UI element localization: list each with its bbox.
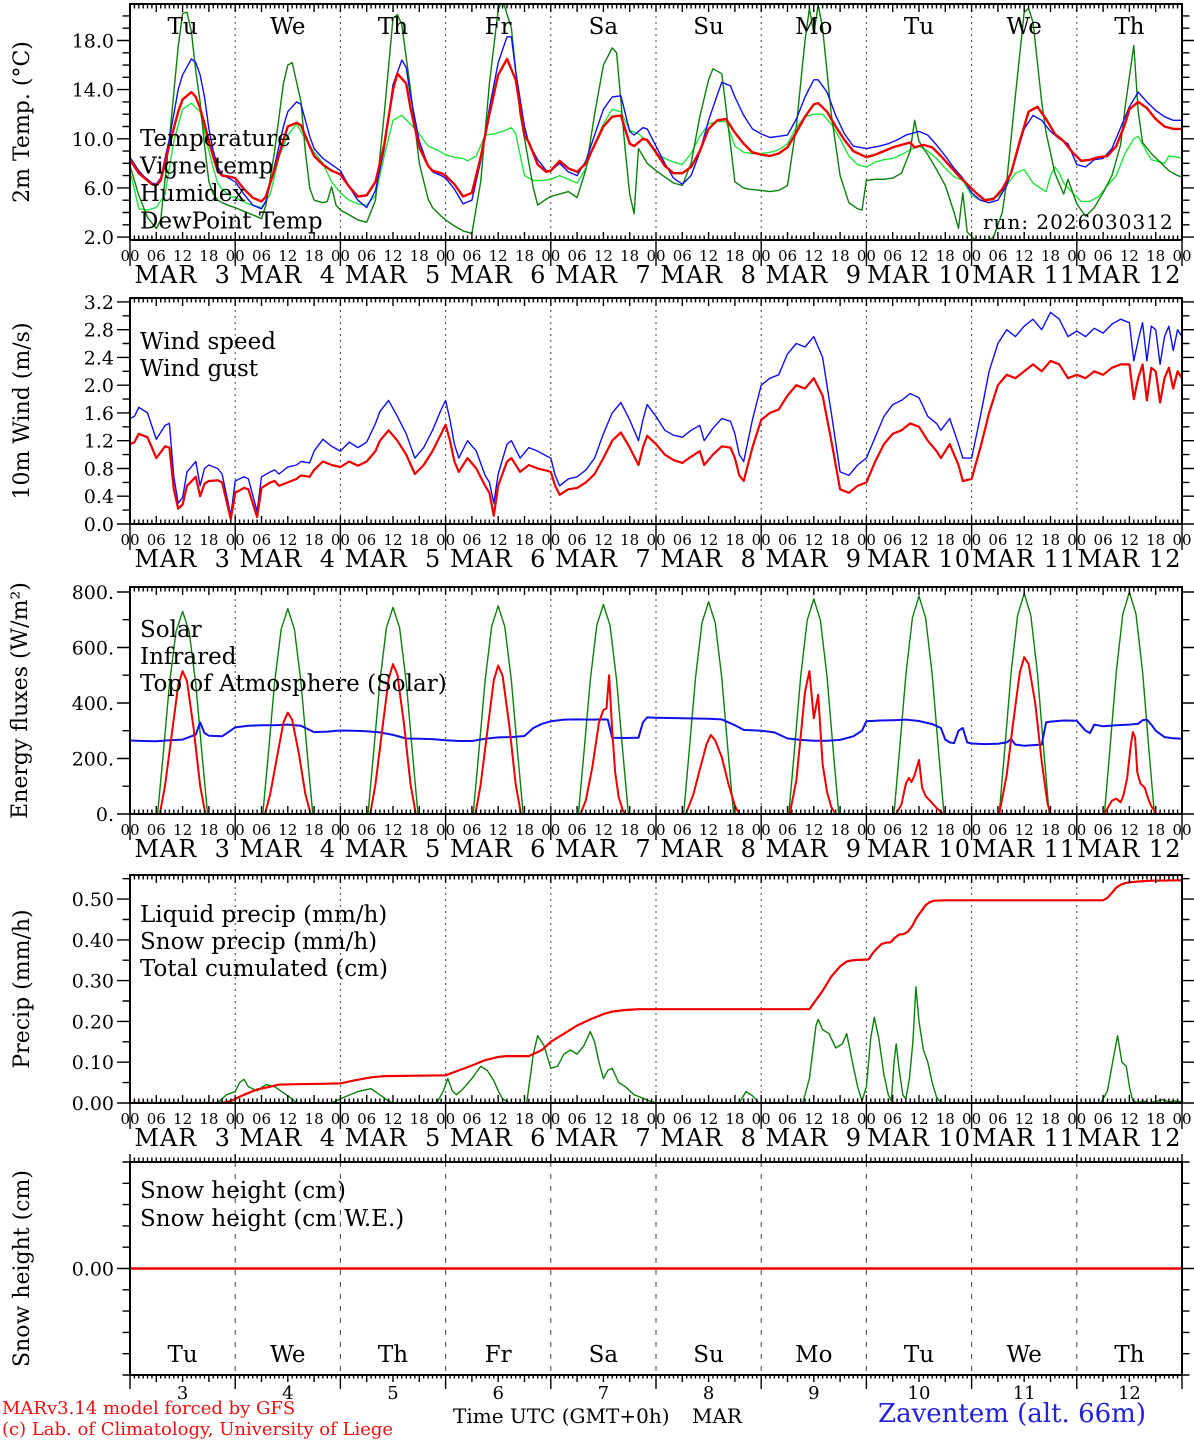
hour-label: 12 xyxy=(173,1110,193,1128)
hour-label: 06 xyxy=(567,531,587,549)
hour-label: 00 xyxy=(330,247,350,265)
run-label: run: 2026030312 xyxy=(983,210,1174,234)
hour-label: 18 xyxy=(725,1110,745,1128)
hour-label: 06 xyxy=(251,1110,272,1128)
date-label: MAR 5 xyxy=(344,545,442,573)
date-label: MAR 6 xyxy=(449,835,547,863)
weekday-label: Sa xyxy=(588,1342,619,1368)
hour-label: 18 xyxy=(935,247,955,265)
date-label: MAR 10 xyxy=(866,1124,972,1152)
hour-label: 18 xyxy=(1146,531,1166,549)
legend-precip-2: Total cumulated (cm) xyxy=(140,956,388,982)
hour-label: 12 xyxy=(593,247,613,265)
hour-label: 00 xyxy=(225,247,245,265)
hour-label: 00 xyxy=(436,1110,456,1128)
hour-label: 00 xyxy=(225,821,245,839)
date-label: MAR 7 xyxy=(555,545,652,573)
hour-label: 00 xyxy=(436,247,456,265)
hour-label: 18 xyxy=(620,1110,640,1128)
hour-label: 12 xyxy=(804,1110,824,1128)
date-label: MAR 5 xyxy=(344,1124,442,1152)
hour-label: 06 xyxy=(777,821,798,839)
hour-label: 00 xyxy=(1172,531,1192,549)
station-label: Zaventem (alt. 66m) xyxy=(878,1399,1146,1429)
y-axis-title: 10m Wind (m/s) xyxy=(10,322,35,500)
hour-label: 18 xyxy=(830,1110,850,1128)
hour-label: 06 xyxy=(146,1110,166,1128)
hour-label: 06 xyxy=(462,247,482,265)
hour-label: 18 xyxy=(935,821,955,839)
panel-snow-height xyxy=(10,1154,1194,1404)
hour-label: 00 xyxy=(330,821,350,839)
hour-label: 00 xyxy=(1067,1110,1087,1128)
hour-label: 06 xyxy=(1093,247,1113,265)
hour-label: 18 xyxy=(304,1110,324,1128)
hour-label: 12 xyxy=(909,531,929,549)
hour-label: 12 xyxy=(699,247,719,265)
y-axis-title: Energy fluxes (W/m²) xyxy=(8,582,33,819)
date-label: MAR 12 xyxy=(1077,835,1182,863)
y-tick-label: 600. xyxy=(71,637,114,660)
weekday-label: Tu xyxy=(903,14,935,40)
hour-label: 18 xyxy=(620,531,640,549)
hour-label: 12 xyxy=(173,247,193,265)
date-label: MAR 9 xyxy=(765,261,863,289)
date-label: MAR 7 xyxy=(555,835,652,863)
hour-label: 00 xyxy=(225,531,245,549)
date-label: MAR 11 xyxy=(972,545,1077,573)
y-tick-label: 3.2 xyxy=(83,291,114,314)
legend-10m-wind-1: Wind gust xyxy=(140,356,259,382)
hour-label: 00 xyxy=(1172,247,1192,265)
hour-label: 12 xyxy=(909,821,929,839)
hour-label: 06 xyxy=(988,531,1008,549)
day-number-label: 9 xyxy=(808,1383,820,1404)
hour-label: 00 xyxy=(751,1110,771,1128)
hour-label: 00 xyxy=(330,1110,350,1128)
hour-label: 12 xyxy=(1014,531,1034,549)
hour-label: 06 xyxy=(146,821,166,839)
hour-label: 06 xyxy=(1093,1110,1113,1128)
hour-label: 18 xyxy=(304,531,324,549)
hour-label: 18 xyxy=(935,1110,955,1128)
y-tick-label: 0.40 xyxy=(71,929,114,952)
hour-label: 06 xyxy=(883,247,903,265)
hour-label: 18 xyxy=(199,247,219,265)
day-number-label: 7 xyxy=(597,1383,610,1404)
model-credit-line2: (c) Lab. of Climatology, University of Liege xyxy=(2,1419,394,1440)
y-tick-label: 400. xyxy=(71,693,114,715)
date-label: MAR 8 xyxy=(660,261,757,289)
hour-label: 18 xyxy=(1040,821,1061,839)
legend-energy-fluxes-2: Top of Atmosphere (Solar) xyxy=(140,671,447,697)
date-label: MAR 7 xyxy=(555,1124,652,1152)
hour-label: 12 xyxy=(804,821,824,839)
hour-label: 06 xyxy=(988,821,1008,839)
y-tick-label: 0.8 xyxy=(83,458,114,481)
hour-label: 12 xyxy=(278,1110,298,1128)
hour-label: 00 xyxy=(120,821,140,839)
legend-precip-1: Snow precip (mm/h) xyxy=(140,929,378,955)
y-tick-label: 800. xyxy=(71,582,114,604)
hour-label: 12 xyxy=(909,247,929,265)
hour-label: 12 xyxy=(1014,247,1034,265)
hour-label: 12 xyxy=(488,247,508,265)
date-label: MAR 3 xyxy=(134,835,231,863)
date-label: MAR 4 xyxy=(239,261,337,289)
hour-label: 00 xyxy=(646,821,666,839)
legend-10m-wind-0: Wind speed xyxy=(140,329,276,355)
hour-label: 06 xyxy=(777,247,798,265)
weekday-label: Th xyxy=(377,1342,409,1368)
hour-label: 18 xyxy=(304,247,324,265)
hour-label: 00 xyxy=(856,247,876,265)
hour-label: 12 xyxy=(488,1110,508,1128)
weekday-label: Tu xyxy=(903,1342,935,1368)
date-label: MAR 8 xyxy=(660,1124,757,1152)
y-tick-label: 0.50 xyxy=(71,889,114,912)
hour-label: 06 xyxy=(357,1110,377,1128)
hour-label: 12 xyxy=(278,247,298,265)
y-tick-label: 0.20 xyxy=(71,1011,114,1034)
weekday-label: Th xyxy=(377,14,409,40)
y-tick-label: 0. xyxy=(95,804,114,826)
series-wind-speed xyxy=(130,361,1182,519)
hour-label: 06 xyxy=(462,821,482,839)
date-label: MAR 5 xyxy=(344,835,442,863)
date-label: MAR 11 xyxy=(972,835,1077,863)
legend-energy-fluxes-0: Solar xyxy=(140,617,202,643)
hour-label: 06 xyxy=(1093,821,1113,839)
hour-label: 06 xyxy=(357,531,377,549)
y-tick-label: 14.0 xyxy=(71,79,114,102)
y-tick-label: 0.10 xyxy=(71,1052,114,1075)
hour-label: 00 xyxy=(962,531,982,549)
hour-label: 00 xyxy=(120,1110,140,1128)
hour-label: 00 xyxy=(541,1110,561,1128)
date-label: MAR 9 xyxy=(765,1124,863,1152)
hour-label: 18 xyxy=(514,247,535,265)
hour-label: 12 xyxy=(593,531,613,549)
hour-label: 06 xyxy=(567,821,587,839)
hour-label: 18 xyxy=(1040,531,1061,549)
date-label: MAR 9 xyxy=(765,545,863,573)
day-number-label: 6 xyxy=(492,1383,504,1404)
date-label: MAR 10 xyxy=(866,835,972,863)
legend-energy-fluxes-1: Infrared xyxy=(140,644,237,670)
date-label: MAR 12 xyxy=(1077,261,1182,289)
hour-label: 12 xyxy=(383,247,403,265)
hour-label: 00 xyxy=(1172,821,1192,839)
legend-snow-height-0: Snow height (cm) xyxy=(140,1178,346,1204)
model-credit-line1: MARv3.14 model forced by GFS xyxy=(2,1398,296,1419)
hour-label: 12 xyxy=(804,531,824,549)
hour-label: 18 xyxy=(514,1110,535,1128)
hour-label: 06 xyxy=(777,1110,798,1128)
hour-label: 00 xyxy=(225,1110,245,1128)
hour-label: 18 xyxy=(199,1110,219,1128)
day-number-label: 8 xyxy=(702,1383,715,1404)
date-label: MAR 8 xyxy=(660,545,757,573)
hour-label: 18 xyxy=(830,531,850,549)
hour-label: 18 xyxy=(620,821,640,839)
date-label: MAR 12 xyxy=(1077,1124,1182,1152)
hour-label: 18 xyxy=(620,247,640,265)
day-number-label: 4 xyxy=(282,1383,294,1404)
hour-label: 12 xyxy=(1119,247,1139,265)
weekday-label: Tu xyxy=(167,14,198,40)
y-tick-label: 2.0 xyxy=(83,375,114,398)
hour-label: 06 xyxy=(883,1110,903,1128)
hour-label: 18 xyxy=(1146,247,1166,265)
hour-label: 18 xyxy=(409,247,429,265)
hour-label: 00 xyxy=(541,247,561,265)
y-tick-label: 1.6 xyxy=(83,402,114,425)
weekday-label: Sa xyxy=(588,14,619,40)
day-number-label: 11 xyxy=(1012,1383,1036,1404)
hour-label: 06 xyxy=(988,247,1008,265)
hour-label: 12 xyxy=(383,531,403,549)
legend-2m-temp-0: Temperature xyxy=(140,126,291,152)
hour-label: 06 xyxy=(777,531,798,549)
y-axis-title: Snow height (cm) xyxy=(10,1170,35,1367)
hour-label: 06 xyxy=(672,531,692,549)
y-tick-label: 18.0 xyxy=(71,30,114,53)
hour-label: 00 xyxy=(856,531,876,549)
legend-snow-height-1: Snow height (cm W.E.) xyxy=(140,1206,405,1232)
y-tick-label: 10.0 xyxy=(71,128,114,151)
date-label: MAR 11 xyxy=(972,261,1077,289)
date-label: MAR 5 xyxy=(344,261,442,289)
weekday-label: We xyxy=(270,14,306,40)
weekday-label: Su xyxy=(693,1342,724,1368)
date-label: MAR 4 xyxy=(239,545,337,573)
date-label: MAR 7 xyxy=(555,261,652,289)
hour-label: 18 xyxy=(409,531,429,549)
hour-label: 18 xyxy=(409,821,429,839)
hour-label: 06 xyxy=(1093,531,1113,549)
hour-label: 00 xyxy=(751,531,771,549)
day-number-label: 12 xyxy=(1117,1383,1141,1404)
day-number-label: 3 xyxy=(176,1383,189,1404)
hour-label: 00 xyxy=(1067,821,1087,839)
date-label: MAR 4 xyxy=(239,1124,337,1152)
hour-label: 18 xyxy=(514,821,535,839)
hour-label: 00 xyxy=(646,1110,666,1128)
time-axis-title: Time UTC (GMT+0h) xyxy=(453,1404,670,1428)
date-label: MAR 6 xyxy=(449,545,547,573)
hour-label: 12 xyxy=(1119,821,1139,839)
hour-label: 06 xyxy=(462,531,482,549)
hour-label: 00 xyxy=(436,821,456,839)
hour-label: 12 xyxy=(383,821,403,839)
hour-label: 00 xyxy=(330,531,350,549)
weekday-label: Su xyxy=(693,14,724,40)
hour-label: 00 xyxy=(856,821,876,839)
hour-label: 12 xyxy=(1119,531,1139,549)
hour-label: 12 xyxy=(1119,1110,1139,1128)
day-number-label: 5 xyxy=(387,1383,399,1404)
weekday-label: We xyxy=(1006,14,1042,40)
legend-2m-temp-2: Humidex xyxy=(140,181,246,207)
hour-label: 06 xyxy=(988,1110,1008,1128)
hour-label: 00 xyxy=(646,247,666,265)
weekday-label: Th xyxy=(1114,14,1145,40)
day-number-label: 10 xyxy=(907,1383,931,1404)
y-tick-label: 0.30 xyxy=(71,970,114,993)
hour-label: 00 xyxy=(751,821,771,839)
hour-label: 00 xyxy=(962,821,982,839)
date-label: MAR 9 xyxy=(765,835,863,863)
hour-label: 06 xyxy=(883,821,903,839)
y-tick-label: 2.8 xyxy=(83,319,114,342)
y-tick-label: 2.0 xyxy=(83,227,114,250)
y-axis-title: Precip (mm/h) xyxy=(10,909,35,1069)
hour-label: 18 xyxy=(409,1110,429,1128)
date-label: MAR 6 xyxy=(449,1124,547,1152)
month-label: MAR xyxy=(692,1404,742,1428)
date-label: MAR 11 xyxy=(972,1124,1077,1152)
hour-label: 12 xyxy=(488,821,508,839)
hour-label: 18 xyxy=(304,821,324,839)
hour-label: 00 xyxy=(541,531,561,549)
hour-label: 18 xyxy=(830,821,850,839)
hour-label: 06 xyxy=(251,531,272,549)
hour-label: 00 xyxy=(120,247,140,265)
hour-label: 06 xyxy=(567,247,587,265)
hour-label: 18 xyxy=(725,531,745,549)
date-label: MAR 4 xyxy=(239,835,337,863)
date-label: MAR 6 xyxy=(449,261,547,289)
hour-label: 06 xyxy=(567,1110,587,1128)
hour-label: 12 xyxy=(278,821,298,839)
hour-label: 00 xyxy=(1067,247,1087,265)
y-tick-label: 200. xyxy=(71,748,114,771)
hour-label: 06 xyxy=(251,821,272,839)
hour-label: 00 xyxy=(541,821,561,839)
hour-label: 12 xyxy=(593,821,613,839)
hour-label: 06 xyxy=(357,821,377,839)
hour-label: 06 xyxy=(251,247,272,265)
date-label: MAR 3 xyxy=(134,545,231,573)
hour-label: 12 xyxy=(488,531,508,549)
hour-label: 06 xyxy=(357,247,377,265)
hour-label: 18 xyxy=(199,531,219,549)
weekday-label: Fr xyxy=(484,1342,512,1368)
hour-label: 12 xyxy=(909,1110,929,1128)
y-tick-label: 2.4 xyxy=(83,347,114,370)
weekday-label: Th xyxy=(1114,1342,1145,1368)
panel-precip xyxy=(10,875,1194,1152)
hour-label: 00 xyxy=(856,1110,876,1128)
hour-label: 18 xyxy=(199,821,219,839)
y-tick-label: 0.00 xyxy=(71,1258,114,1281)
date-label: MAR 10 xyxy=(866,261,972,289)
weekday-label: We xyxy=(270,1342,306,1368)
hour-label: 00 xyxy=(1172,1110,1192,1128)
weekday-label: We xyxy=(1006,1342,1042,1368)
hour-label: 00 xyxy=(436,531,456,549)
date-label: MAR 12 xyxy=(1077,545,1182,573)
date-label: MAR 3 xyxy=(134,261,231,289)
hour-label: 18 xyxy=(1040,1110,1061,1128)
hour-label: 00 xyxy=(1067,531,1087,549)
weekday-label: Mo xyxy=(795,14,833,40)
hour-label: 12 xyxy=(278,531,298,549)
hour-label: 06 xyxy=(883,531,903,549)
hour-label: 12 xyxy=(173,821,193,839)
legend-precip-0: Liquid precip (mm/h) xyxy=(140,902,388,928)
hour-label: 12 xyxy=(1014,821,1034,839)
weekday-label: Fr xyxy=(484,14,512,40)
hour-label: 18 xyxy=(1146,1110,1166,1128)
hour-label: 12 xyxy=(383,1110,403,1128)
hour-label: 00 xyxy=(120,531,140,549)
hour-label: 06 xyxy=(672,247,692,265)
legend-2m-temp-3: DewPoint Temp xyxy=(140,208,323,235)
panel-2m-temp xyxy=(10,0,1194,289)
hour-label: 18 xyxy=(514,531,535,549)
hour-label: 18 xyxy=(725,821,745,839)
hour-label: 06 xyxy=(462,1110,482,1128)
date-label: MAR 10 xyxy=(866,545,972,573)
hour-label: 18 xyxy=(1146,821,1166,839)
hour-label: 00 xyxy=(751,247,771,265)
y-tick-label: 1.2 xyxy=(83,430,114,453)
y-axis-title: 2m Temp. (°C) xyxy=(10,41,35,203)
y-tick-label: 0.0 xyxy=(83,514,114,536)
hour-label: 12 xyxy=(1014,1110,1034,1128)
hour-label: 00 xyxy=(962,1110,982,1128)
hour-label: 00 xyxy=(646,531,666,549)
hour-label: 18 xyxy=(830,247,850,265)
hour-label: 12 xyxy=(699,821,719,839)
panel-energy-fluxes xyxy=(8,582,1194,863)
hour-label: 12 xyxy=(699,1110,719,1128)
y-tick-label: 0.4 xyxy=(83,486,114,509)
hour-label: 12 xyxy=(593,1110,613,1128)
date-label: MAR 8 xyxy=(660,835,757,863)
hour-label: 12 xyxy=(699,531,719,549)
weekday-label: Mo xyxy=(795,1342,833,1368)
hour-label: 12 xyxy=(173,531,193,549)
panel-10m-wind xyxy=(10,292,1194,573)
hour-label: 06 xyxy=(672,821,692,839)
hour-label: 06 xyxy=(672,1110,692,1128)
hour-label: 06 xyxy=(146,247,166,265)
hour-label: 18 xyxy=(1040,247,1061,265)
hour-label: 00 xyxy=(962,247,982,265)
y-tick-label: 6.0 xyxy=(83,177,114,200)
legend-2m-temp-1: Vigne temp xyxy=(140,153,274,180)
hour-label: 06 xyxy=(146,531,166,549)
hour-label: 18 xyxy=(935,531,955,549)
y-tick-label: 0.00 xyxy=(71,1093,114,1115)
date-label: MAR 3 xyxy=(134,1124,231,1152)
hour-label: 12 xyxy=(804,247,824,265)
hour-label: 18 xyxy=(725,247,745,265)
weekday-label: Tu xyxy=(167,1342,198,1368)
